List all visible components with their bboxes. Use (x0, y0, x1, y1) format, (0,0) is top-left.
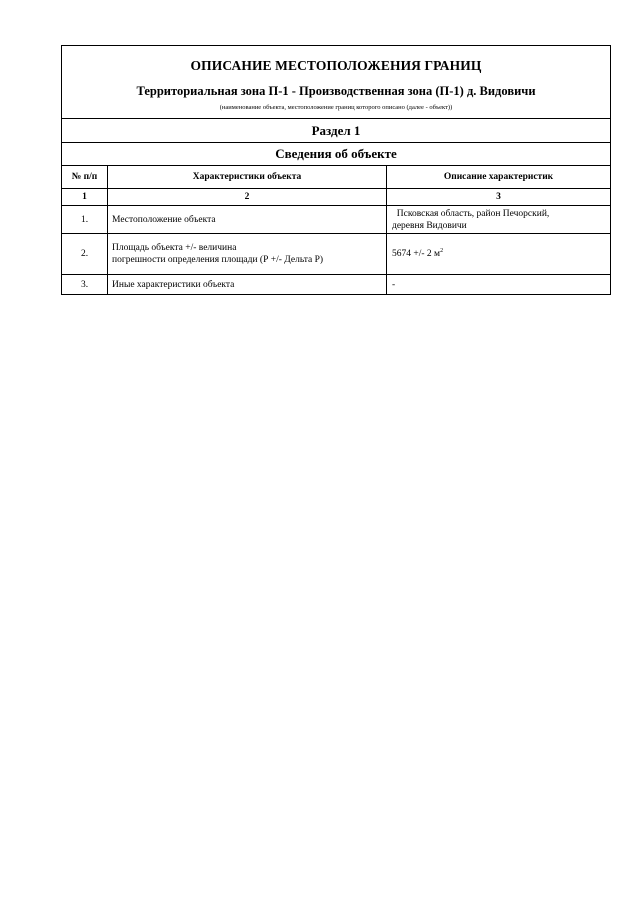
row-description (387, 206, 611, 234)
table-row (62, 206, 611, 234)
document-title: ОПИСАНИЕ МЕСТОПОЛОЖЕНИЯ ГРАНИЦ (190, 57, 482, 73)
section-title: Раздел 1 (62, 119, 611, 143)
row-characteristic: Иные характеристики объекта (108, 275, 387, 295)
row-number: 3. (62, 275, 108, 295)
column-number-row (62, 189, 611, 206)
boundary-description-table (61, 45, 611, 295)
row-description (387, 234, 611, 275)
column-header-row (62, 166, 611, 189)
object-caption: (наименование объекта, местоположение границ которого описано (далее - объект)) (219, 103, 453, 111)
area-label-line-2: погрешности определения площади (Р +/- Дельта Р) (112, 255, 324, 265)
table-row (62, 275, 611, 295)
column-number-1: 1 (62, 189, 108, 206)
column-header-characteristics: Характеристики объекта (108, 166, 387, 189)
area-value: 5674 +/- 2 м (392, 249, 441, 259)
document-sheet (61, 45, 610, 295)
column-number-3: 3 (387, 189, 611, 206)
row-characteristic (108, 234, 387, 275)
row-characteristic: Местоположение объекта (108, 206, 387, 234)
row-description: - (387, 275, 611, 295)
row-number: 2. (62, 234, 108, 275)
area-label-line-1: Площадь объекта +/- величина (112, 243, 237, 253)
location-line-1: Псковская область, район Печорский, (392, 208, 550, 219)
zone-title: Территориальная зона П-1 - Производственная зона (П-1) д. Видовичи (136, 83, 536, 98)
document-header (62, 46, 611, 119)
table-row (62, 234, 611, 275)
section-subtitle: Сведения об объекте (62, 143, 611, 166)
column-header-number: № п/п (62, 166, 108, 189)
column-header-description: Описание характеристик (387, 166, 611, 189)
row-number: 1. (62, 206, 108, 234)
column-number-2: 2 (108, 189, 387, 206)
area-unit-exponent: 2 (440, 247, 444, 254)
location-line-2: деревня Видовичи (392, 220, 467, 231)
